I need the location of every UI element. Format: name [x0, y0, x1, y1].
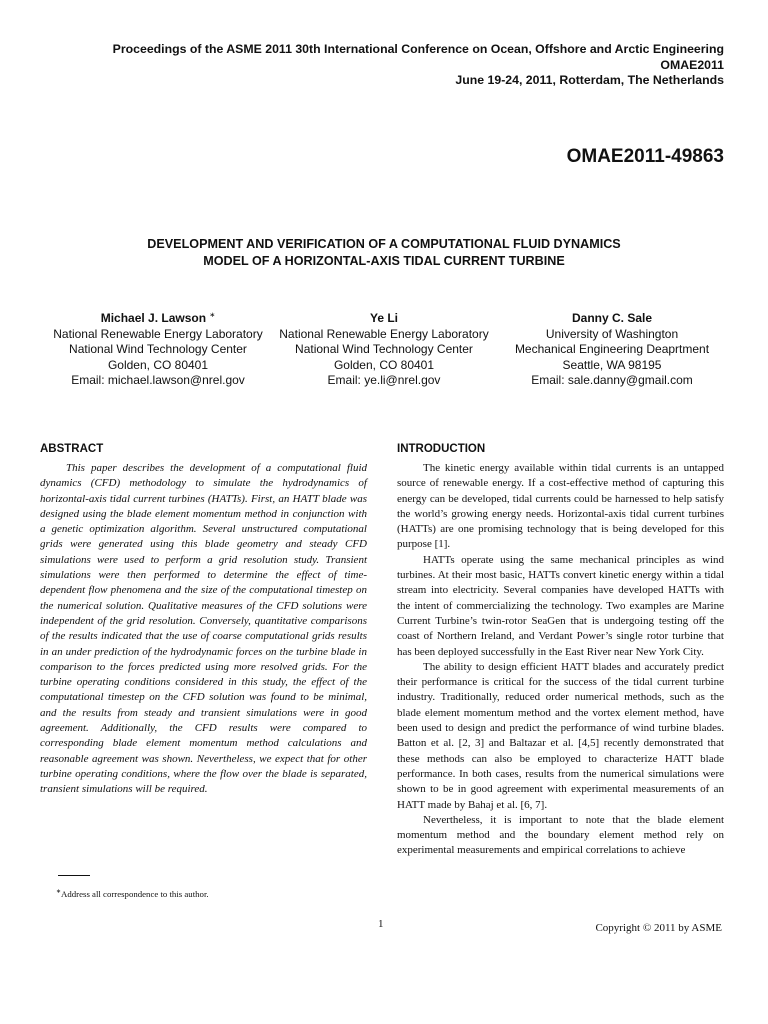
intro-paragraph: The ability to design efficient HATT blades and accurately predict their performance is critical for the success of the tidal current turbine industry. Traditionally, reduced order numerical methods, such as the blade element momentum method and the vortex element method, have been used to design and predict the performance of wind turbine blades. Batton et al. [2, 3] and Baltazar et al. [4,5] recently demonstrated that these methods can also be employed to characterize HATT blade performance. In both cases, results from the numerical simulations were shown to be in good agreement with experimental measurements of an HATT made by Bahaj et al. [6, 7]. [397, 660, 724, 811]
correspondence-mark: ∗ [209, 312, 216, 319]
introduction-heading: INTRODUCTION [397, 443, 486, 455]
footnote-mark: ∗ [56, 889, 62, 895]
author-block [40, 311, 730, 395]
abstract-section [40, 443, 367, 798]
author-department: Mechanical Engineering Deaprtment [514, 342, 710, 357]
conference-header [24, 42, 724, 89]
author-affiliation: University of Washington [545, 326, 679, 341]
abstract-text: This paper describes the development of a computational fluid dynamics (CFD) methodology to simulate the hydrodynamics of horizontal-axis tidal current turbines (HATTs). First, an HATT blade was designed using the blade element momentum method in conjunction with a genetic optimization algorithm. Several unstructured computational grids were generated using this blade geometry and steady CFD simulations were used to perform a grid resolution study. Transient simulations were then performed to determine the effect of time-dependent flow phenomena and the size of the computational timestep on the numerical solution. Qualitative measures of the CFD solutions were independent of the grid resolution. Conversely, quantitative comparisons of the results indicated that the use of coarse computational grids results in an under prediction of the hydrodynamic forces on the turbine blade in comparison to the forces predicted using more resolved grids. For the turbine operating conditions considered in this study, the effect of the computational timestep on the CFD solution was found to be minimal, and the results from steady and transient simulations were in good agreement. Additionally, the CFD results were compared to corresponding blade element momentum method calculations and reasonable agreement was shown. Nevertheless, we expect that for other turbine operating conditions, where the flow over the blade is separated, transient simulations will be required. [40, 462, 367, 796]
intro-paragraph: The kinetic energy available within tidal currents is an untapped source of renewable energy. If a cost-effective method of capturing this energy can be developed, tidal currents could be harnessed to help satisfy the world’s growing energy needs. Horizontal-axis tidal current turbines (HATTs) are one promising technology that is being developed for this purpose [1]. [397, 462, 724, 551]
author-lawson [40, 311, 276, 389]
author-address: Golden, CO 80401 [107, 357, 209, 372]
author-affiliation: National Renewable Energy Laboratory [53, 326, 263, 341]
author-name: Michael J. Lawson ∗ [100, 311, 216, 325]
author-department: National Wind Technology Center [295, 342, 473, 357]
author-email: Email: michael.lawson@nrel.gov [71, 373, 245, 388]
author-name: Ye Li [369, 311, 398, 325]
title-line-1: DEVELOPMENT AND VERIFICATION OF A COMPUTATIONAL FLUID DYNAMICS [147, 237, 621, 251]
author-sale [494, 311, 730, 389]
proceedings-line: Proceedings of the ASME 2011 30th International Conference on Ocean, Offshore and Arctic Engineering [112, 42, 724, 56]
author-address: Golden, CO 80401 [333, 357, 435, 372]
page-number: 1 [378, 918, 384, 930]
author-address: Seattle, WA 98195 [562, 357, 662, 372]
author-name: Danny C. Sale [571, 311, 653, 325]
author-department: National Wind Technology Center [69, 342, 247, 357]
author-email: Email: ye.li@nrel.gov [327, 373, 441, 388]
copyright-notice: Copyright © 2011 by ASME [595, 922, 722, 934]
date-location: June 19-24, 2011, Rotterdam, The Netherlands [455, 73, 724, 88]
footnote-text: Address all correspondence to this author. [61, 888, 209, 899]
abstract-heading: ABSTRACT [40, 443, 104, 455]
footnote-divider [58, 875, 90, 876]
author-email: Email: sale.danny@gmail.com [531, 373, 693, 388]
introduction-section [397, 443, 724, 859]
author-affiliation: National Renewable Energy Laboratory [279, 326, 489, 341]
author-li [276, 311, 492, 389]
intro-paragraph: Nevertheless, it is important to note that the blade element momentum method and the boundary element method rely on experimental measurements and empirical correlations to achieve [397, 813, 724, 857]
title-line-2: MODEL OF A HORIZONTAL-AXIS TIDAL CURRENT TURBINE [203, 254, 565, 268]
intro-paragraph: HATTs operate using the same mechanical principles as wind turbines. At their most basic, HATTs convert kinetic energy within a tidal stream into electricity. Several companies have developed HATTs with the intent of commercializing the technology. Two examples are Marine Current Turbine’s twin-rotor SeaGen that is undergoing testing off the coast of Northern Ireland, and Verdant Power’s single rotor turbine that has been deployed successfully in the East River near New York City. [397, 553, 724, 658]
paper-id: OMAE2011-49863 [566, 146, 724, 167]
conference-acronym: OMAE2011 [660, 57, 724, 72]
footnote [56, 887, 209, 900]
paper-title [40, 236, 728, 270]
